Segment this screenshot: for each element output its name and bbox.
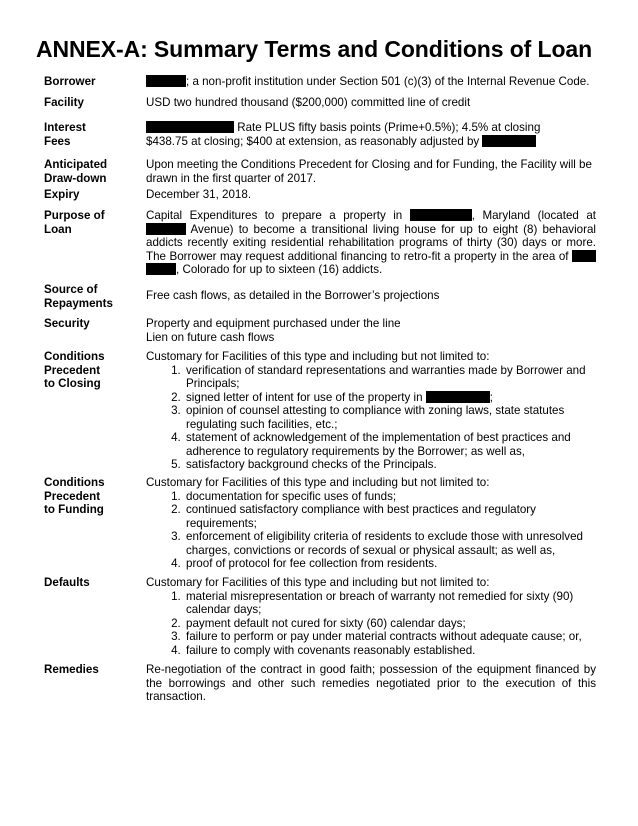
value-drawdown: Upon meeting the Conditions Precedent for Closing and for Funding, the Facility will be drawn in the first quarter of 2017. (146, 158, 592, 185)
purpose-text-2: , Maryland (located at (471, 209, 597, 222)
value-security (146, 317, 596, 344)
security-line-1: Property and equipment purchased under the line (146, 317, 401, 330)
list-item-suffix: ; (489, 390, 493, 404)
list-item: 1. material misrepresentation or breach of warranty not remedied for sixty (90) calendar days; (184, 590, 596, 617)
redaction-bar (482, 135, 536, 147)
label-draw-down: Draw-down (44, 171, 107, 185)
defaults-intro: Customary for Facilities of this type and including but not limited to: (146, 576, 490, 589)
interest-line (146, 121, 596, 135)
redaction-bar (572, 250, 596, 262)
redaction-bar (146, 75, 186, 87)
label-security: Security (44, 317, 90, 330)
cp-closing-intro: Customary for Facilities of this type and including but not limited to: (146, 350, 490, 363)
label-cp-closing (44, 350, 144, 391)
list-item: 4. statement of acknowledgement of the implementation of best practices and adherence to regulatory requirements by the Borrower; as well as, (184, 431, 596, 458)
list-item: 2. payment default not cured for sixty (60) calendar days; (184, 617, 596, 631)
list-item: 3. opinion of counsel attesting to compliance with zoning laws, state statutes regulating such facilities, etc.; (184, 404, 596, 431)
list-item-text: signed letter of intent for use of the property in (186, 390, 426, 404)
list-item: 4. proof of protocol for fee collection from residents. (184, 557, 596, 571)
label-cp-funding (44, 476, 144, 517)
label-expiry: Expiry (44, 188, 80, 201)
value-source: Free cash flows, as detailed in the Borrower’s projections (146, 289, 440, 302)
list-item: 3. enforcement of eligibility criteria of residents to exclude those with unresolved charges, convictions or records of sexual or physical assault; as well as, (184, 530, 596, 557)
label-conditions: Conditions (44, 476, 105, 489)
label-borrower: Borrower (44, 75, 96, 88)
purpose-text-1: Capital Expenditures to prepare a property in (146, 209, 410, 222)
list-item: 5. satisfactory background checks of the Principals. (184, 458, 596, 472)
cp-funding-list (146, 490, 596, 571)
security-line-2: Lien on future cash flows (146, 330, 275, 344)
label-anticipated: Anticipated (44, 158, 108, 171)
label-loan: Loan (44, 222, 72, 236)
label-precedent: Precedent (44, 489, 101, 503)
label-interest: Interest (44, 121, 86, 134)
list-item: 3. failure to perform or pay under material contracts without adequate cause; or, (184, 630, 596, 644)
label-conditions: Conditions (44, 350, 105, 363)
value-facility: USD two hundred thousand ($200,000) committed line of credit (146, 96, 471, 109)
label-fees: Fees (44, 134, 71, 148)
value-cp-closing (146, 350, 596, 472)
value-cp-funding (146, 476, 596, 571)
label-purpose-of: Purpose of (44, 209, 105, 222)
cp-funding-intro: Customary for Facilities of this type and including but not limited to: (146, 476, 490, 489)
label-interest-fees (44, 121, 144, 148)
label-purpose (44, 209, 144, 236)
label-repayments: Repayments (44, 296, 113, 310)
label-defaults: Defaults (44, 576, 90, 589)
page-title: ANNEX-A: Summary Terms and Conditions of Loan (36, 36, 593, 62)
redaction-bar (426, 391, 490, 403)
value-defaults (146, 576, 596, 657)
list-item (184, 391, 596, 405)
label-to-closing: to Closing (44, 377, 101, 390)
redaction-bar (410, 209, 472, 221)
fees-text: $438.75 at closing; $400 at extension, as reasonably adjusted by (146, 134, 483, 148)
redaction-bar (146, 263, 176, 275)
label-drawdown (44, 158, 144, 185)
list-item: 1. documentation for specific uses of funds; (184, 490, 596, 504)
value-interest-fees (146, 121, 596, 148)
redaction-bar (146, 121, 234, 133)
label-to-funding: to Funding (44, 503, 104, 516)
label-source (44, 283, 144, 310)
interest-text: Rate PLUS fifty basis points (Prime+0.5%); 4.5% at closing (234, 121, 541, 134)
list-item: 1. verification of standard representations and warranties made by Borrower and Principals; (184, 364, 596, 391)
redaction-bar (146, 223, 186, 235)
label-precedent: Precedent (44, 363, 101, 377)
list-item: 4. failure to comply with covenants reasonably established. (184, 644, 596, 658)
label-facility: Facility (44, 96, 84, 109)
borrower-text: ; a non-profit institution under Section 501 (c)(3) of the Internal Revenue Code. (186, 75, 590, 88)
value-expiry: December 31, 2018. (146, 188, 252, 201)
cp-closing-list (146, 364, 596, 472)
fees-line (146, 135, 596, 149)
label-source-of: Source of (44, 283, 98, 296)
list-item: 2. continued satisfactory compliance with best practices and regulatory requirements; (184, 503, 596, 530)
purpose-text-3: Avenue) to become a transitional living house for up to eight (8) behavioral addicts recently exiting residential rehabilitation programs of thirty (30) days or more. The Borrower may request additional financing to retro-fit a property in the area of (146, 222, 596, 263)
value-remedies: Re-negotiation of the contract in good faith; possession of the equipment financed by the borrowings and other such remedies negotiated prior to the execution of this transaction. (146, 663, 596, 703)
purpose-text-4: , Colorado for up to sixteen (16) addicts. (176, 263, 383, 276)
value-purpose (146, 209, 596, 277)
defaults-list (146, 590, 596, 658)
value-borrower (146, 75, 596, 89)
label-remedies: Remedies (44, 663, 99, 676)
